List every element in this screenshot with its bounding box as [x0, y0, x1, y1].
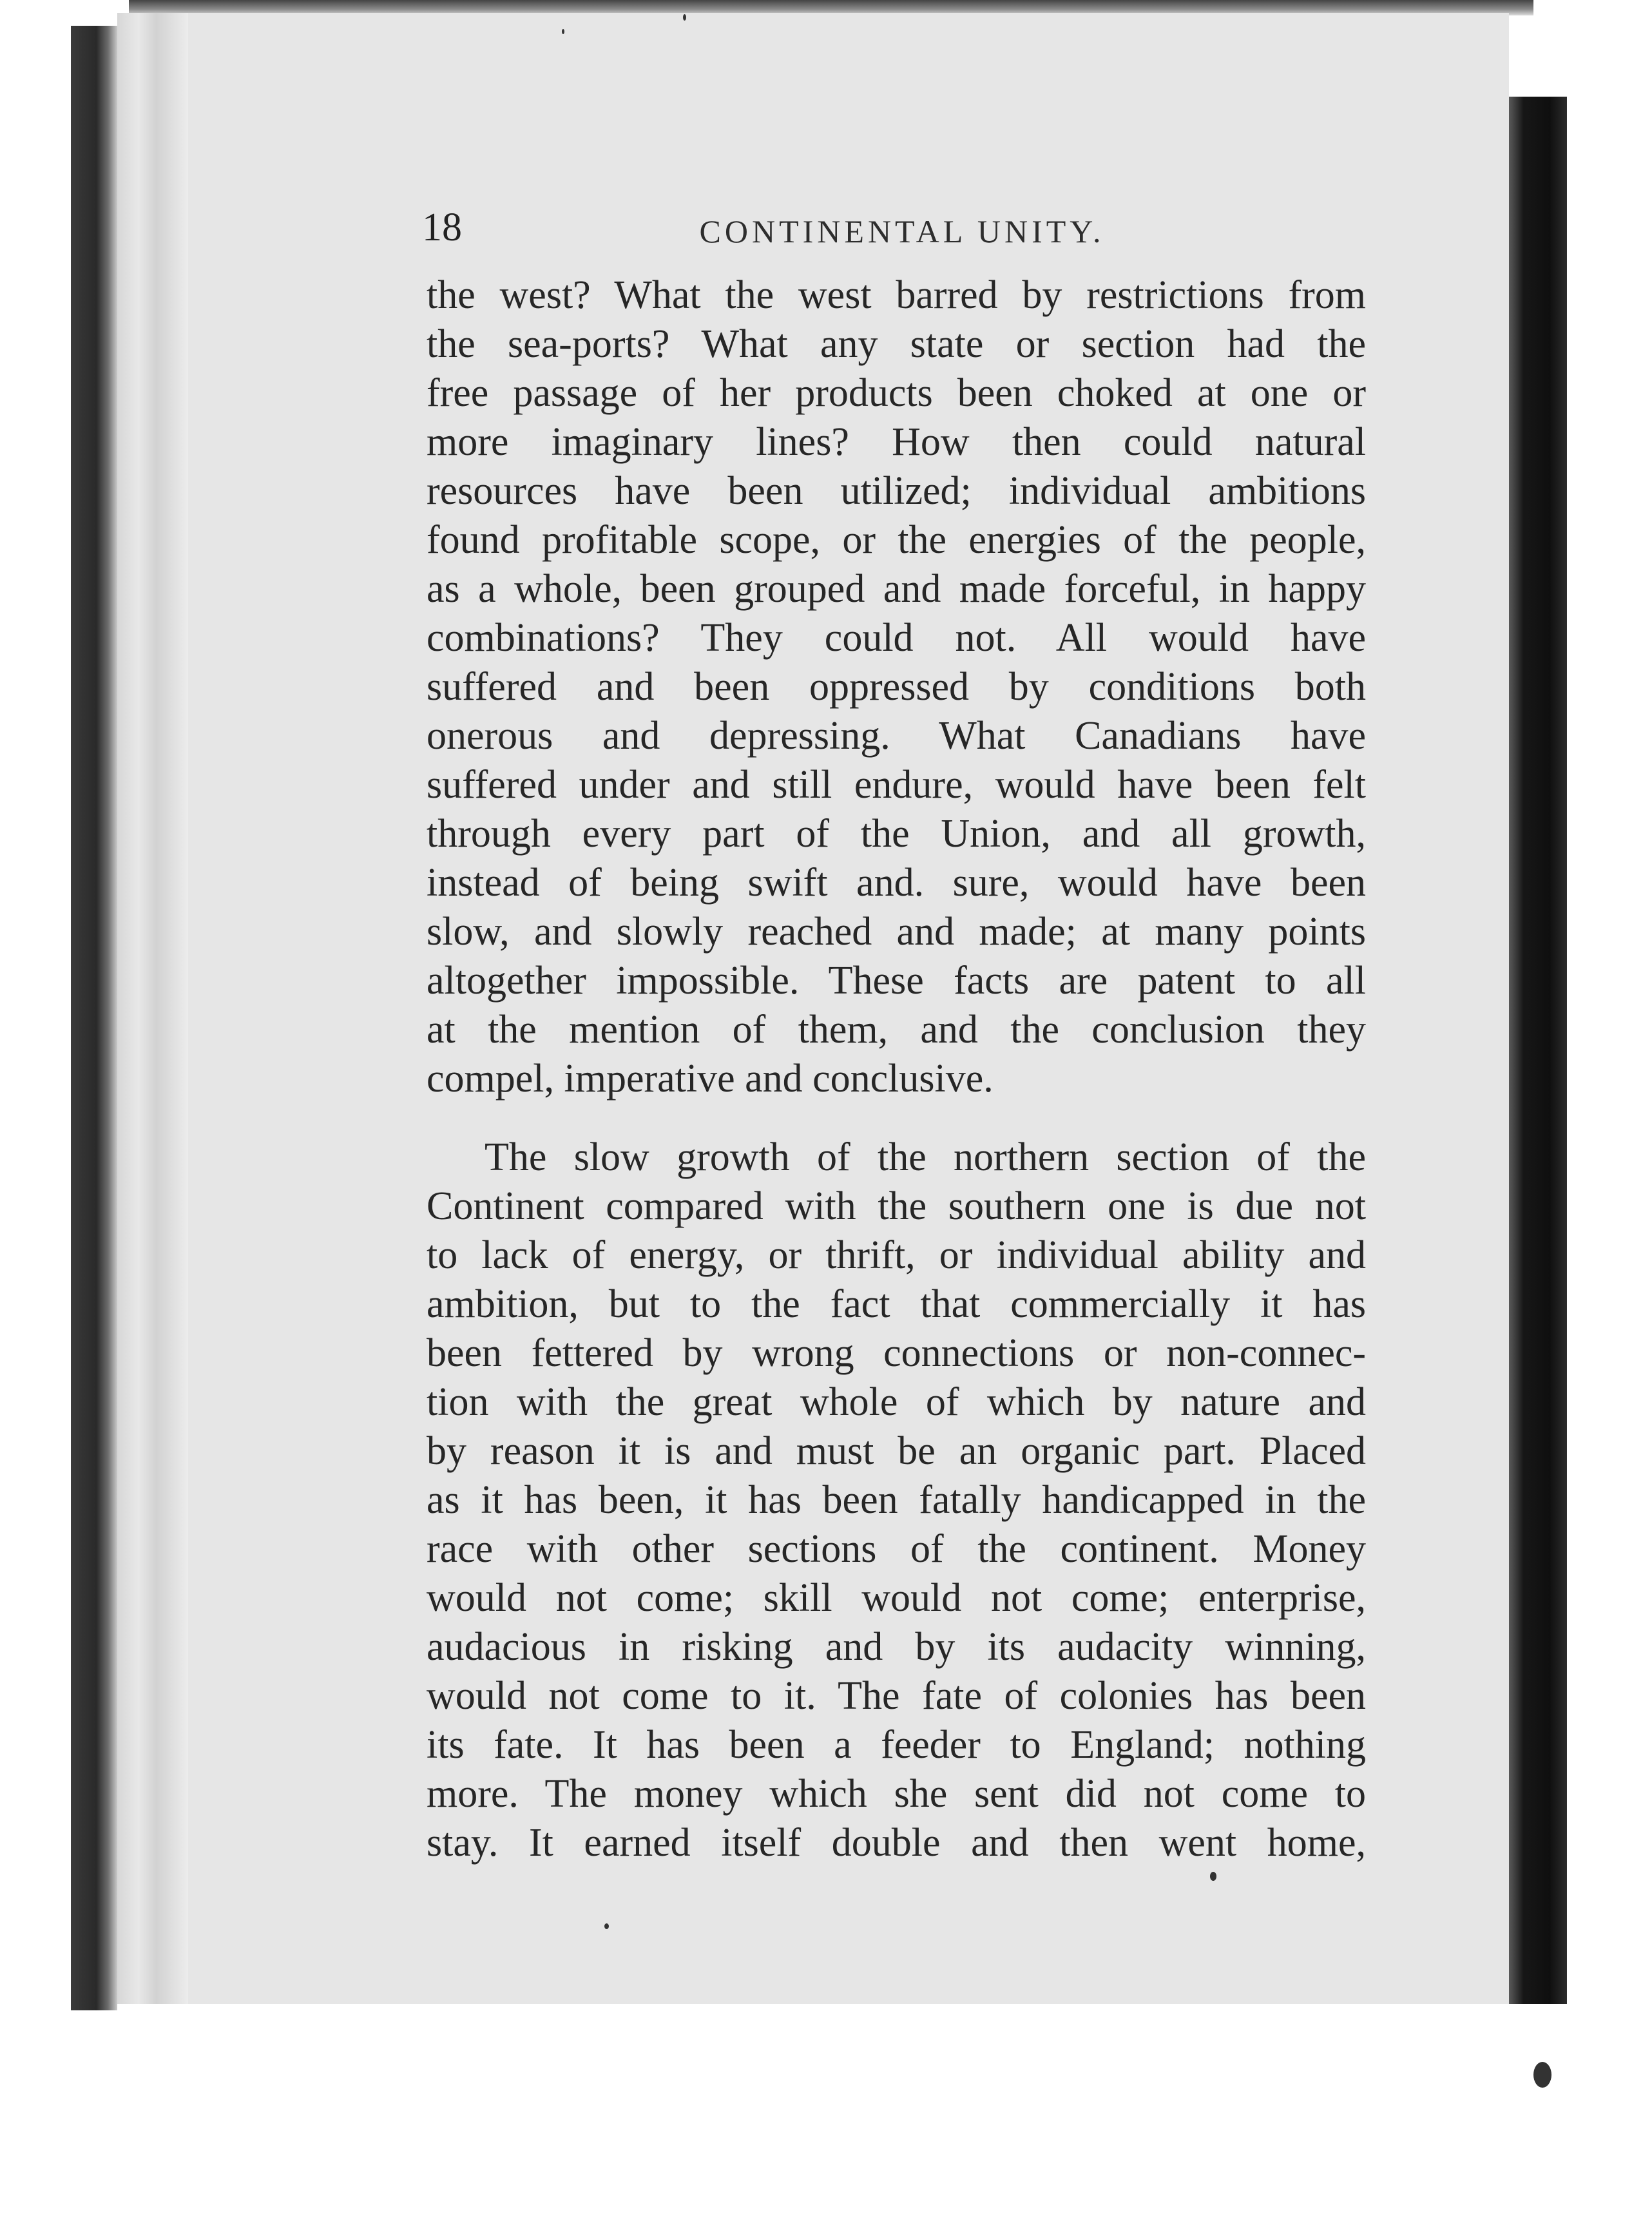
text-line: instead of being swift and. sure, would have been [427, 861, 1366, 905]
text-line: The slow growth of the northern section of the [485, 1135, 1366, 1179]
text-line: the west? What the west barred by restrictions from [427, 273, 1366, 317]
running-head: CONTINENTAL UNITY. [699, 213, 1105, 249]
text-line: would not come to it. The fate of colonies has been [427, 1674, 1366, 1718]
text-line: altogether impossible. These facts are patent to all [427, 959, 1366, 1003]
scan-speck [562, 29, 564, 34]
text-line: would not come; skill would not come; enterprise, [427, 1576, 1366, 1620]
paragraph-2 [427, 1133, 1366, 1867]
paragraph-gap [427, 1103, 1366, 1133]
text-line: ambition, but to the fact that commercially it has [427, 1282, 1366, 1326]
text-line: to lack of energy, or thrift, or individual ability and [427, 1233, 1366, 1277]
left-binding-edge [71, 26, 117, 2010]
text-line: compel, imperative and conclusive. [427, 1057, 994, 1101]
text-line: as it has been, it has been fatally handicapped in the [427, 1478, 1366, 1522]
scan-speck [1210, 1872, 1216, 1881]
text-line: through every part of the Union, and all growth, [427, 812, 1366, 856]
scan-speck [683, 14, 686, 21]
text-line: audacious in risking and by its audacity winning, [427, 1625, 1366, 1669]
text-line: more imaginary lines? How then could natural [427, 420, 1366, 464]
text-line: stay. It earned itself double and then went home, [427, 1821, 1366, 1865]
text-line: been fettered by wrong connections or non-connec- [427, 1331, 1366, 1375]
text-line: at the mention of them, and the conclusion they [427, 1008, 1366, 1052]
left-page-stack [117, 13, 188, 2004]
scan-speck [1533, 2062, 1551, 2088]
text-line: free passage of her products been choked at one or [427, 371, 1366, 415]
page-number: 18 [422, 206, 462, 249]
text-line: combinations? They could not. All would have [427, 616, 1366, 660]
text-line: the sea-ports? What any state or section had the [427, 322, 1366, 366]
text-line: found profitable scope, or the energies of the people, [427, 518, 1366, 562]
text-line: as a whole, been grouped and made forceful, in happy [427, 567, 1366, 611]
scan-speck [604, 1923, 609, 1929]
text-line: by reason it is and must be an organic part. Placed [427, 1429, 1366, 1473]
text-line: suffered and been oppressed by conditions both [427, 665, 1366, 709]
text-line: suffered under and still endure, would have been felt [427, 763, 1366, 807]
text-line: resources have been utilized; individual ambitions [427, 469, 1366, 513]
text-line: slow, and slowly reached and made; at many points [427, 910, 1366, 954]
text-line: more. The money which she sent did not come to [427, 1772, 1366, 1816]
text-line: its fate. It has been a feeder to England; nothing [427, 1723, 1366, 1767]
text-line: race with other sections of the continent. Money [427, 1527, 1366, 1571]
right-binding-edge [1509, 97, 1567, 2004]
body-text [427, 271, 1366, 1867]
text-line: tion with the great whole of which by nature and [427, 1380, 1366, 1424]
text-line: Continent compared with the southern one is due not [427, 1184, 1366, 1228]
text-line: onerous and depressing. What Canadians have [427, 714, 1366, 758]
paragraph-1 [427, 271, 1366, 1103]
